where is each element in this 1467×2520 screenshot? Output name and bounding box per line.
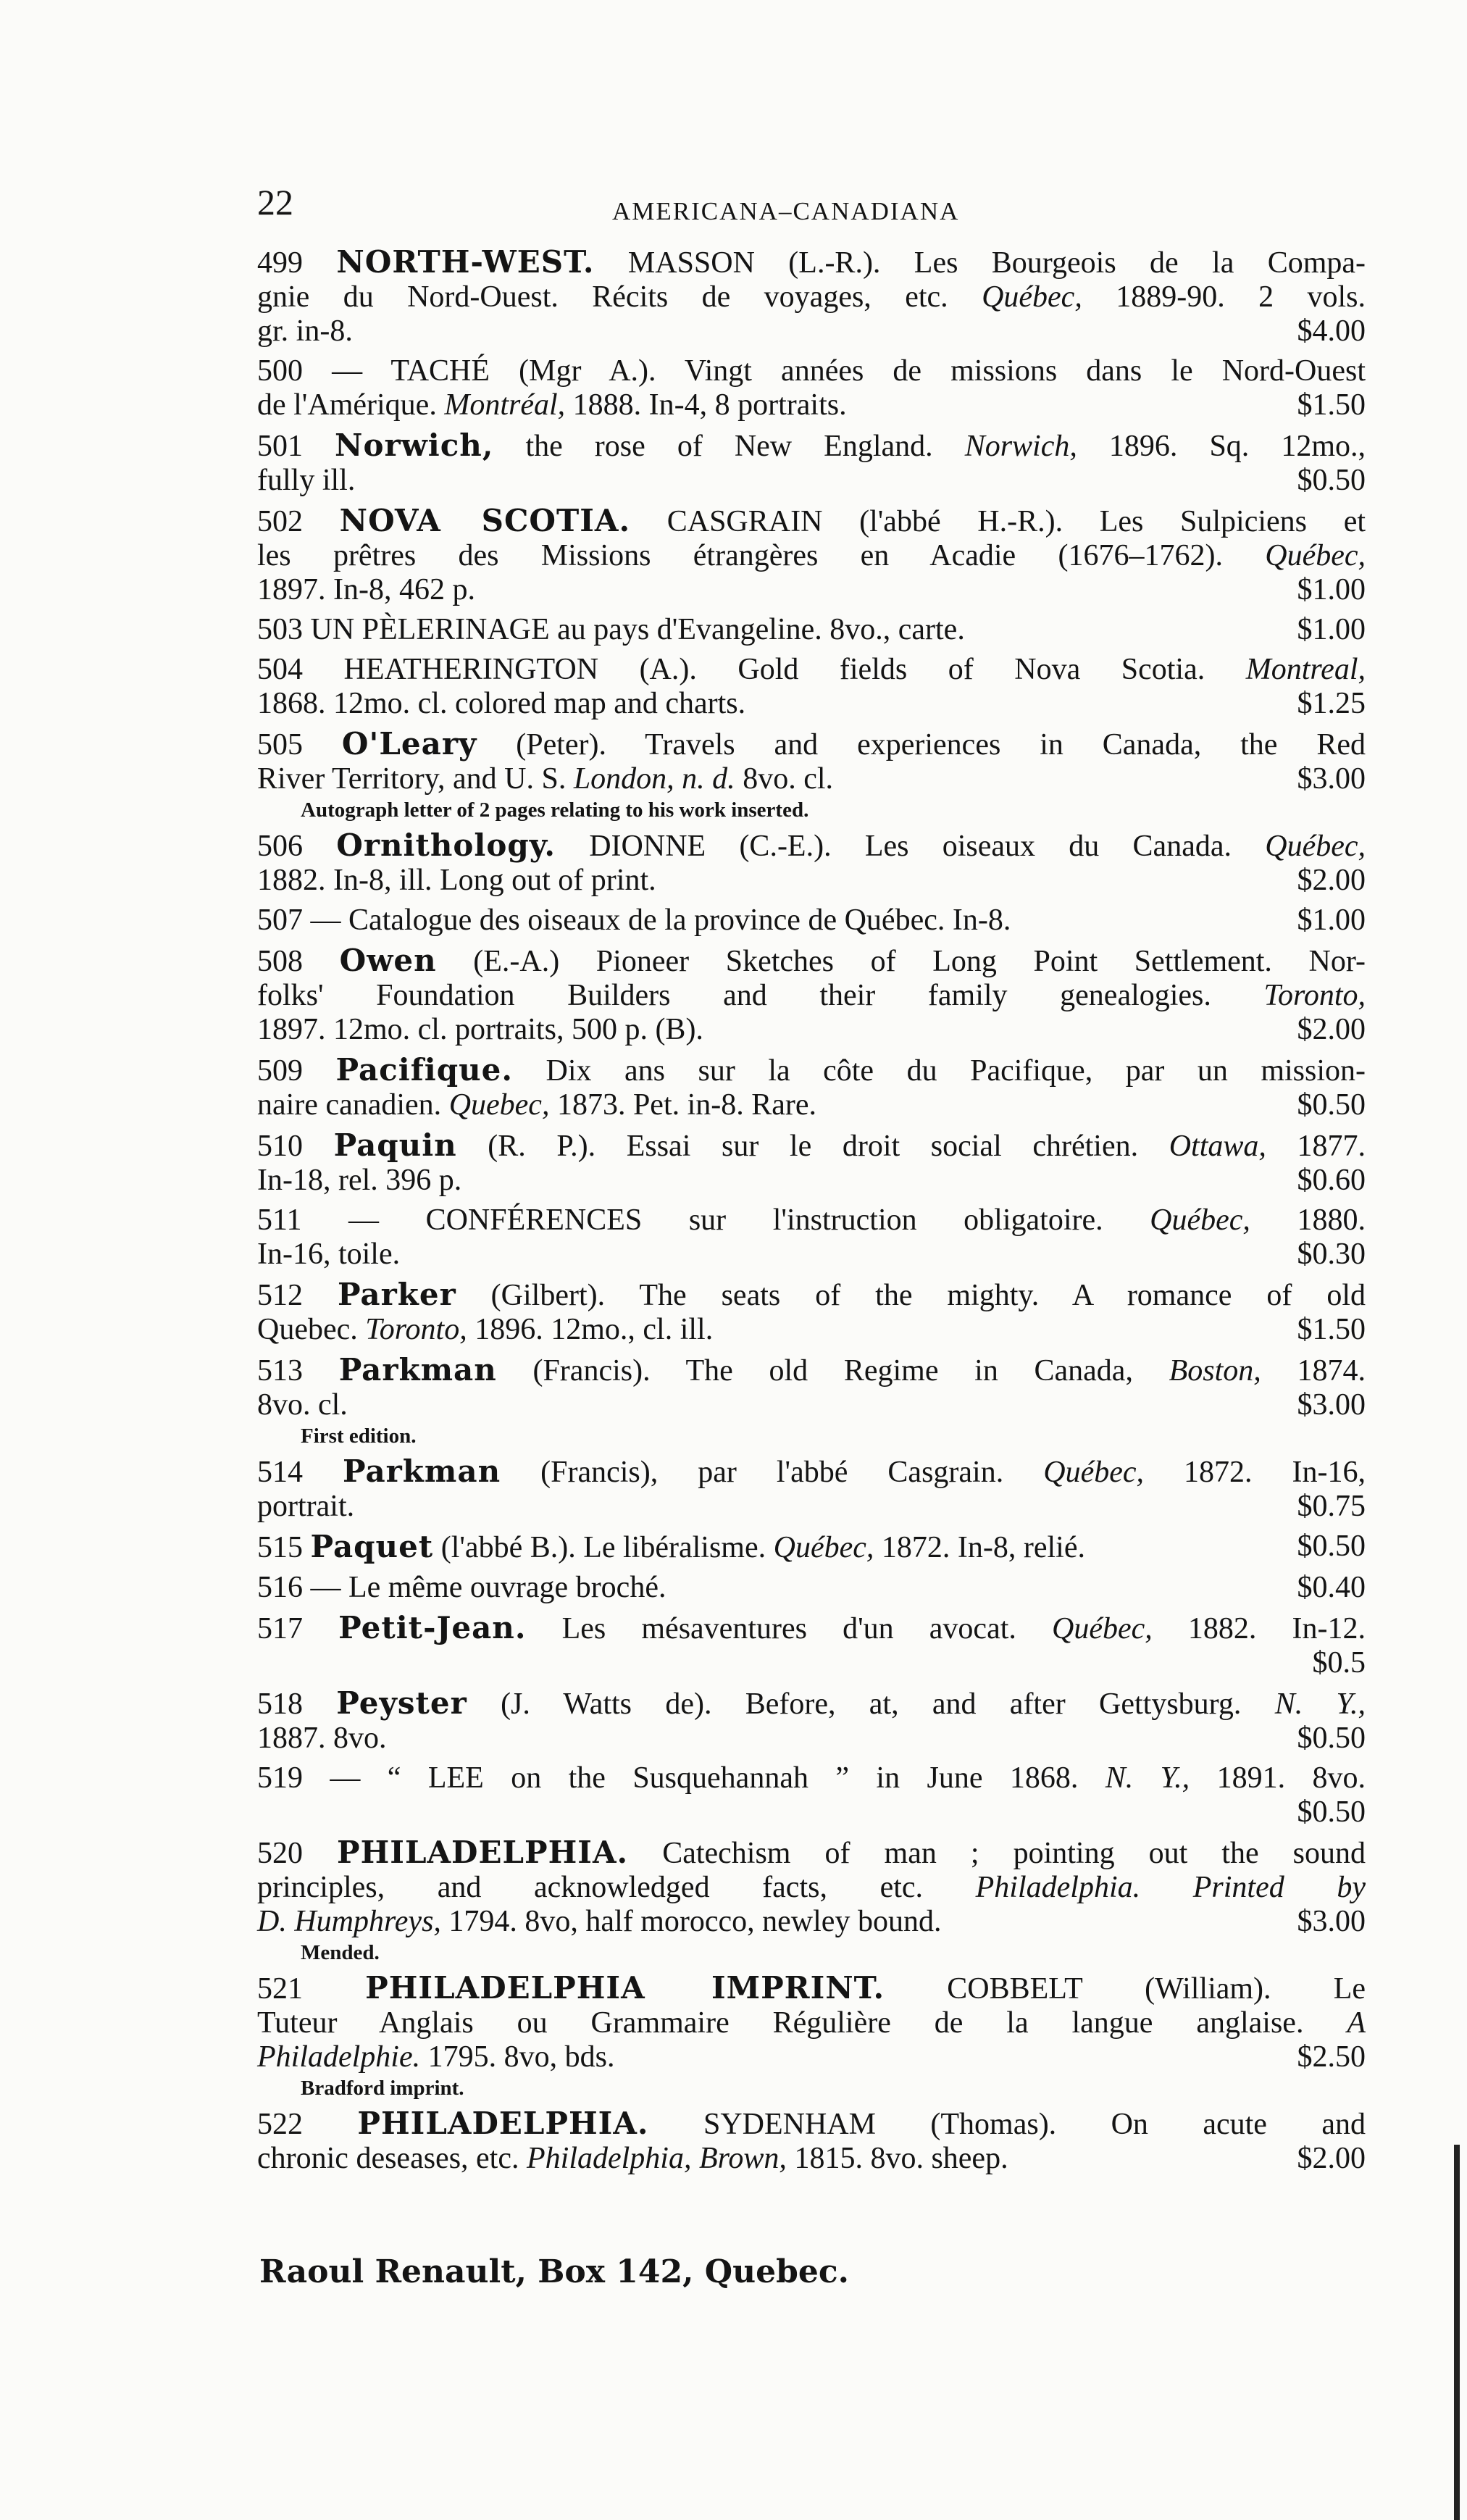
entry-text: chronic deseases, etc. Philadelphia, Brown, 1815. 8vo. sheep. <box>257 2142 1008 2175</box>
entry-text: 500 — TACHÉ (Mgr A.). Vingt années de missions dans le Nord-Ouest <box>257 354 1366 388</box>
entry-line <box>257 354 1366 388</box>
entry-price: $0.75 <box>1297 1490 1366 1523</box>
entry-number: 505 <box>257 728 303 762</box>
entry-number: 515 <box>257 1531 303 1564</box>
entry-text: 8vo. cl. <box>257 1388 348 1422</box>
entry-line <box>257 1352 1366 1388</box>
entry-line <box>257 1571 1366 1605</box>
entry-line <box>257 388 1366 422</box>
catalogue-entry <box>257 244 1366 349</box>
publisher-footer <box>0 2253 1108 2290</box>
catalogue-entry <box>257 354 1366 422</box>
entry-line <box>257 314 1366 349</box>
entry-line <box>257 1164 1366 1198</box>
entry-price: $0.50 <box>1297 1722 1366 1755</box>
entry-line <box>257 904 1366 938</box>
entry-line <box>257 613 1366 647</box>
entry-text: 522 PHILADELPHIA. SYDENHAM (Thomas). On acute and <box>257 2106 1366 2141</box>
entry-number: 508 <box>257 945 303 978</box>
entry-line <box>257 762 1366 796</box>
entry-line <box>257 1871 1366 1905</box>
entry-number: 499 <box>257 246 303 280</box>
entry-line <box>257 864 1366 898</box>
entry-text: 519 — “ LEE on the Susquehannah ” in June 1868. N. Y., 1891. 8vo. <box>257 1761 1366 1795</box>
entry-text: 511 — CONFÉRENCES sur l'instruction obligatoire. Québec, 1880. <box>257 1203 1366 1237</box>
catalogue-entry <box>257 943 1366 1047</box>
catalogue-entry <box>257 503 1366 607</box>
entry-text: 516 — Le même ouvrage broché. <box>257 1571 666 1604</box>
entry-note: Autograph letter of 2 pages relating to his work inserted. <box>301 798 809 822</box>
entry-text: les prêtres des Missions étrangères en Acadie (1676–1762). Québec, <box>257 539 1366 572</box>
entry-line <box>257 1685 1366 1722</box>
entry-number: 513 <box>257 1354 303 1388</box>
entry-text: 520 PHILADELPHIA. Catechism of man ; pointing out the sound <box>257 1835 1366 1870</box>
entry-line <box>257 1088 1366 1122</box>
entry-text: 504 HEATHERINGTON (A.). Gold fields of Nova Scotia. Montreal, <box>257 653 1366 686</box>
entry-text: 1868. 12mo. cl. colored map and charts. <box>257 687 746 720</box>
entry-line <box>257 687 1366 721</box>
page-edge-mark <box>1454 2145 1460 2520</box>
entry-price: $2.00 <box>1297 1013 1366 1046</box>
entry-text: portrait. <box>257 1490 355 1523</box>
catalogue-entry <box>257 1203 1366 1272</box>
entry-line <box>257 503 1366 539</box>
entry-text: 508 Owen (E.-A.) Pioneer Sketches of Long Point Settlement. Nor- <box>257 943 1366 978</box>
entry-note: First edition. <box>301 1424 417 1448</box>
entry-number: 521 <box>257 1972 303 2006</box>
catalogue-entry <box>257 1453 1366 1524</box>
entry-text: fully ill. <box>257 464 356 497</box>
catalogue-entries <box>257 245 1366 2176</box>
catalogue-entry <box>257 1277 1366 1347</box>
entry-price: $1.25 <box>1297 687 1366 720</box>
entry-text: gr. in-8. <box>257 314 353 348</box>
entry-line <box>257 1722 1366 1756</box>
publisher-address: Raoul Renault, Box 142, Quebec. <box>259 2253 849 2290</box>
entry-text: D. Humphreys, 1794. 8vo, half morocco, newley bound. <box>257 1905 942 1938</box>
catalogue-entry <box>257 1052 1366 1122</box>
entry-price: $0.50 <box>1297 464 1366 497</box>
entry-number: 509 <box>257 1054 303 1088</box>
entry-line <box>257 1905 1366 1939</box>
entry-line <box>257 464 1366 498</box>
page-header <box>257 181 1366 239</box>
running-title: AMERICANA–CANADIANA <box>612 197 960 225</box>
catalogue-entry <box>257 653 1366 721</box>
entry-line <box>257 1238 1366 1272</box>
entry-price: $1.50 <box>1297 388 1366 422</box>
entry-line <box>286 1646 1366 1680</box>
entry-text: 517 Petit-Jean. Les mésaventures d'un avocat. Québec, 1882. In-12. <box>257 1610 1366 1645</box>
page-number: 22 <box>257 182 293 222</box>
entry-price: $3.00 <box>1297 1388 1366 1422</box>
catalogue-page <box>257 181 1366 2176</box>
entry-line <box>257 427 1366 464</box>
catalogue-entry <box>257 726 1366 796</box>
entry-price: $0.50 <box>1297 1088 1366 1122</box>
entry-text: 501 Norwich, the rose of New England. Norwich, 1896. Sq. 12mo., <box>257 427 1366 463</box>
entry-price: $1.50 <box>1297 1313 1366 1346</box>
entry-price: $2.50 <box>1297 2040 1366 2074</box>
entry-text: 514 Parkman (Francis), par l'abbé Casgrain. Québec, 1872. In-16, <box>257 1453 1366 1489</box>
entry-price: $2.00 <box>1297 2142 1366 2175</box>
entry-number: 503 <box>257 613 303 646</box>
entry-text: 509 Pacifique. Dix ans sur la côte du Pacifique, par un mission- <box>257 1052 1366 1088</box>
entry-line <box>257 2040 1366 2074</box>
entry-line <box>257 943 1366 979</box>
entry-text: 507 — Catalogue des oiseaux de la province de Québec. In-8. <box>257 904 1011 937</box>
entry-price: $2.00 <box>1297 864 1366 897</box>
entry-line <box>257 1052 1366 1088</box>
catalogue-entry <box>257 1529 1366 1565</box>
entry-price: $0.50 <box>1297 1795 1366 1829</box>
entry-line <box>257 726 1366 762</box>
entry-line <box>257 1313 1366 1347</box>
entry-note: Bradford imprint. <box>301 2077 464 2100</box>
entry-number: 512 <box>257 1279 303 1312</box>
entry-price: $3.00 <box>1297 1905 1366 1938</box>
entry-text: principles, and acknowledged facts, etc. Philadelphia. Printed by <box>257 1871 1366 1904</box>
entry-price: $4.00 <box>1297 314 1366 348</box>
catalogue-entry <box>257 1835 1366 1939</box>
entry-line <box>257 1761 1366 1795</box>
entry-text: gnie du Nord-Ouest. Récits de voyages, etc. Québec, 1889-90. 2 vols. <box>257 280 1366 314</box>
entry-number: 517 <box>257 1612 303 1645</box>
entry-price: $1.00 <box>1297 573 1366 606</box>
entry-text: de l'Amérique. Montréal, 1888. In-4, 8 portraits. <box>257 388 847 422</box>
entry-text: 502 NOVA SCOTIA. CASGRAIN (l'abbé H.-R.). Les Sulpiciens et <box>257 503 1366 538</box>
entry-price: $1.00 <box>1297 904 1366 937</box>
catalogue-entry <box>257 1761 1366 1829</box>
entry-text: River Territory, and U. S. London, n. d. 8vo. cl. <box>257 762 833 796</box>
entry-line <box>257 1835 1366 1871</box>
entry-text: 513 Parkman (Francis). The old Regime in Canada, Boston, 1874. <box>257 1352 1366 1388</box>
entry-line <box>257 2106 1366 2142</box>
entry-number: 520 <box>257 1837 303 1870</box>
entry-text: 499 NORTH-WEST. MASSON (L.-R.). Les Bourgeois de la Compa- <box>257 244 1366 280</box>
entry-price: $1.00 <box>1297 613 1366 646</box>
entry-line <box>257 2006 1366 2040</box>
entry-text: Philadelphie. 1795. 8vo, bds. <box>257 2040 615 2074</box>
entry-line <box>257 280 1366 314</box>
entry-line <box>257 979 1366 1013</box>
entry-number: 511 <box>257 1203 302 1237</box>
entry-text: 521 PHILADELPHIA IMPRINT. COBBELT (William). Le <box>257 1970 1366 2006</box>
entry-text: 503 UN PÈLERINAGE au pays d'Evangeline. 8vo., carte. <box>257 613 965 646</box>
entry-text: 506 Ornithology. DIONNE (C.-E.). Les oiseaux du Canada. Québec, <box>257 827 1366 863</box>
entry-text: 512 Parker (Gilbert). The seats of the mighty. A romance of old <box>257 1277 1366 1312</box>
catalogue-entry <box>257 613 1366 647</box>
entry-number: 519 <box>257 1761 303 1795</box>
entry-line <box>257 1490 1366 1524</box>
entry-price: $0.50 <box>1297 1530 1366 1563</box>
catalogue-entry <box>257 1352 1366 1422</box>
entry-number: 514 <box>257 1456 303 1489</box>
catalogue-entry <box>257 427 1366 498</box>
entry-line <box>257 1277 1366 1313</box>
entry-text: 518 Peyster (J. Watts de). Before, at, and after Gettysburg. N. Y., <box>257 1685 1366 1721</box>
entry-number: 507 <box>257 904 303 937</box>
catalogue-entry <box>257 1571 1366 1605</box>
entry-text: 510 Paquin (R. P.). Essai sur le droit social chrétien. Ottawa, 1877. <box>257 1127 1366 1163</box>
catalogue-entry <box>257 1970 1366 2074</box>
entry-price: $0.60 <box>1297 1164 1366 1197</box>
catalogue-entry <box>257 827 1366 898</box>
entry-price: $0.40 <box>1297 1571 1366 1604</box>
entry-line <box>286 1795 1366 1829</box>
entry-number: 502 <box>257 505 303 538</box>
entry-number: 501 <box>257 430 303 463</box>
entry-line <box>257 1127 1366 1164</box>
entry-line <box>257 827 1366 864</box>
entry-line <box>257 539 1366 573</box>
entry-line <box>257 1013 1366 1047</box>
entry-text: 1887. 8vo. <box>257 1722 387 1755</box>
entry-line <box>257 1388 1366 1422</box>
entry-price: $0.5 <box>1312 1646 1366 1680</box>
catalogue-entry <box>257 2106 1366 2176</box>
catalogue-entry <box>257 1127 1366 1198</box>
entry-line <box>257 1203 1366 1238</box>
catalogue-entry <box>257 1610 1366 1680</box>
entry-line <box>257 244 1366 280</box>
entry-number: 516 <box>257 1571 303 1604</box>
entry-line <box>257 2142 1366 2176</box>
entry-line <box>257 1453 1366 1490</box>
entry-line <box>257 1529 1366 1565</box>
entry-number: 504 <box>257 653 303 686</box>
entry-number: 500 <box>257 354 303 388</box>
entry-text: naire canadien. Quebec, 1873. Pet. in-8. Rare. <box>257 1088 817 1122</box>
entry-line <box>257 653 1366 687</box>
entry-text: folks' Foundation Builders and their family genealogies. Toronto, <box>257 979 1366 1012</box>
entry-note: Mended. <box>301 1941 380 1964</box>
entry-price: $0.30 <box>1297 1238 1366 1271</box>
entry-text: Tuteur Anglais ou Grammaire Régulière de la langue anglaise. A <box>257 2006 1366 2040</box>
entry-price: $3.00 <box>1297 762 1366 796</box>
entry-number: 510 <box>257 1130 303 1163</box>
entry-number: 518 <box>257 1687 303 1721</box>
entry-line <box>257 1970 1366 2006</box>
entry-text: 505 O'Leary (Peter). Travels and experiences in Canada, the Red <box>257 726 1366 762</box>
entry-text: In-18, rel. 396 p. <box>257 1164 462 1197</box>
entry-line <box>257 573 1366 607</box>
entry-number: 506 <box>257 830 303 863</box>
entry-text: Quebec. Toronto, 1896. 12mo., cl. ill. <box>257 1313 714 1346</box>
entry-text: 1882. In-8, ill. Long out of print. <box>257 864 656 897</box>
entry-text: 1897. 12mo. cl. portraits, 500 p. (B). <box>257 1013 703 1046</box>
entry-text: 1897. In-8, 462 p. <box>257 573 475 606</box>
entry-number: 522 <box>257 2108 303 2141</box>
catalogue-entry <box>257 904 1366 938</box>
catalogue-entry <box>257 1685 1366 1756</box>
entry-text: In-16, toile. <box>257 1238 401 1271</box>
entry-text: 515 Paquet (l'abbé B.). Le libéralisme. Québec, 1872. In-8, relié. <box>257 1529 1085 1564</box>
entry-line <box>257 1610 1366 1646</box>
